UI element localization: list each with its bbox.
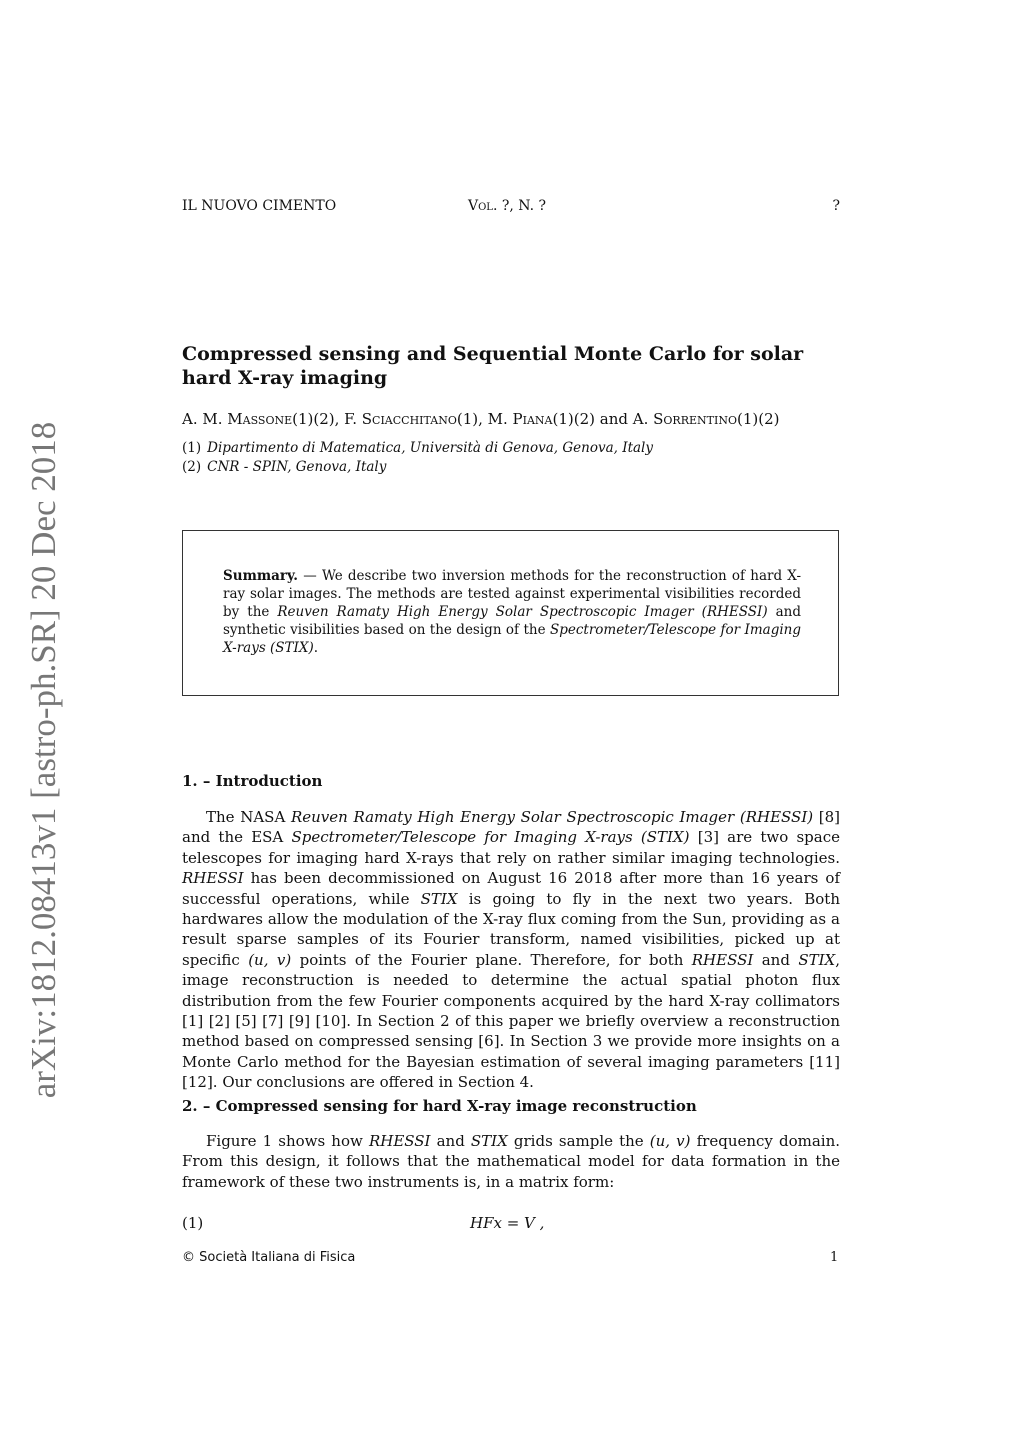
- section-title-introduction: 1. – Introduction: [182, 772, 323, 790]
- page-marker: ?: [832, 198, 840, 214]
- page-number: 1: [830, 1250, 839, 1265]
- text-run: has been decommissioned on August 16 2018 after more than 16 years of successful operations, while: [182, 869, 840, 908]
- text-run: frequency domain. From this design, it follows that the mathematical model for data formation in the framework of these two instruments is, in a matrix form:: [182, 1132, 841, 1191]
- author-name: F. Sciacchitano: [344, 410, 457, 428]
- affiliation-mark: (2): [182, 459, 202, 475]
- summary-dash: —: [298, 568, 322, 584]
- text-run-italic: STIX: [420, 889, 458, 908]
- text-run-italic: STIX: [798, 950, 836, 969]
- text-run-italic: RHESSI: [182, 869, 244, 888]
- text-run: , image reconstruction is needed to determine the actual spatial photon flux distribution from the few Fourier components acquired by the hard X-ray collimators [1] [2] [5] [7] [9] [10]. In Section 2 of this paper we briefly overview a reconstruction method based on compressed sensing [6]. In Section 3 we provide more insights on a Monte Carlo method for the Bayesian estimation of several imaging parameters [11] [12]. Our conclusions are offered in Section 4.: [182, 950, 840, 1092]
- text-run-italic: STIX: [470, 1132, 508, 1150]
- author-affiliation-marks: (1)(2) and: [552, 410, 633, 428]
- introduction-paragraph: [182, 807, 840, 1093]
- author-affiliation-marks: (1)(2): [736, 410, 780, 428]
- affiliation-text: CNR - SPIN, Genova, Italy: [207, 459, 387, 475]
- summary-italic: Spectrometer/Telescope for Imaging X-rays (STIX): [223, 622, 801, 656]
- affiliation: [182, 459, 842, 475]
- summary-part: .: [313, 640, 319, 656]
- equation: HFx = V ,: [470, 1214, 545, 1232]
- author-name: M. Piana: [487, 410, 553, 428]
- affiliation: [182, 440, 842, 456]
- text-run-italic: (u, v): [649, 1132, 691, 1150]
- text-run-italic: Spectrometer/Telescope for Imaging X-rays (STIX): [291, 828, 690, 847]
- text-run-italic: Reuven Ramaty High Energy Solar Spectroscopic Imager (RHESSI): [290, 808, 814, 826]
- arxiv-stamp: arXiv:1812.08413v1 [astro-ph.SR] 20 Dec 2018: [24, 421, 63, 1099]
- summary-part: and synthetic visibilities based on the design of the: [223, 604, 801, 638]
- section2-paragraph: [182, 1131, 840, 1192]
- text-run-italic: RHESSI: [368, 1132, 431, 1150]
- text-run: and: [430, 1132, 471, 1150]
- running-header: [182, 198, 840, 220]
- author-name: A. M. Massone: [182, 410, 293, 428]
- author-name: A. Sorrentino: [632, 410, 737, 428]
- summary-label: Summary.: [223, 568, 298, 584]
- summary-box: [182, 530, 839, 696]
- summary-part: We describe two inversion methods for the reconstruction of hard X-ray solar images. The methods are tested against experimental visibilities recorded by the: [223, 568, 801, 620]
- text-run: is going to fly in the next two years. Both hardwares allow the modulation of the X-ray flux coming from the Sun, providing as a result sparse samples of its Fourier transform, named visibilities, picked up at specific: [182, 889, 840, 969]
- text-run: Figure 1 shows how: [206, 1132, 369, 1150]
- author-list: [182, 410, 852, 428]
- affiliation-text: Dipartimento di Matematica, Università di Genova, Genova, Italy: [207, 440, 653, 456]
- section-title-compressed-sensing: 2. – Compressed sensing for hard X-ray image reconstruction: [182, 1097, 697, 1115]
- summary-text: [223, 567, 801, 657]
- author-affiliation-marks: (1),: [456, 410, 488, 428]
- volume-info: Vol. ?, N. ?: [468, 198, 547, 214]
- text-run-italic: (u, v): [248, 950, 292, 969]
- text-run-italic: RHESSI: [691, 950, 754, 969]
- journal-name: IL NUOVO CIMENTO: [182, 198, 337, 214]
- summary-italic: Reuven Ramaty High Energy Solar Spectroscopic Imager (RHESSI): [277, 604, 768, 620]
- copyright-footer: © Società Italiana di Fisica: [182, 1250, 356, 1265]
- affiliation-mark: (1): [182, 440, 202, 456]
- text-run: [3] are two space telescopes for imaging hard X-rays that rely on rather similar imaging technologies.: [182, 828, 841, 867]
- text-run: points of the Fourier plane. Therefore, for both: [291, 950, 692, 969]
- equation-number: (1): [182, 1214, 204, 1232]
- author-affiliation-marks: (1)(2),: [292, 410, 345, 428]
- text-run: The NASA: [206, 808, 291, 826]
- text-run: grids sample the: [507, 1132, 650, 1150]
- text-run: [8] and the ESA: [182, 808, 841, 847]
- paper-title: Compressed sensing and Sequential Monte Carlo for solar hard X-ray imaging: [182, 343, 804, 389]
- text-run: and: [753, 950, 799, 969]
